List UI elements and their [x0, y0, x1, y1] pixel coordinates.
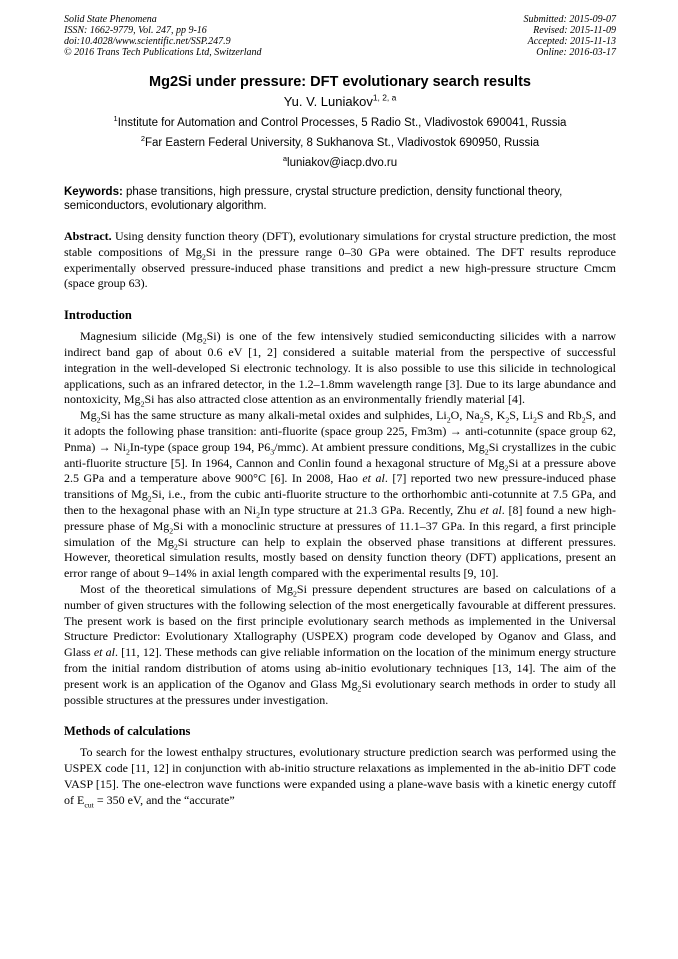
author-line	[64, 94, 616, 109]
author-name: Yu. V. Luniakov	[283, 94, 373, 109]
methods-paragraph-1: To search for the lowest enthalpy structures, evolutionary structure prediction search was performed using the USPEX code [11, 12] in conjunction with ab-initio structure relaxations as implemented in the ab-initio DFT code VASP [15]. The one-electron wave functions were expanded using a plane-wave basis with a kinetic energy cutoff of $E_{cut} = 350$ eV, and the “accurate”	[64, 745, 616, 810]
intro-paragraph-3: Most of the theoretical simulations of $Mg_2Si$ pressure dependent structures are based on calculations of a number of given structures with the following selection of the most energetically favourable at different pressures. The present work is based on the first principle evolutionary search methods as implemented in the Universal Structure Predictor: Evolutionary Xtallography (USPEX) program code developed by Oganov and Glass, and Glass et al. [11, 12]. These methods can give reliable information on the location of the minimum energy structure from the initial random distribution of atoms using ab-initio evolutionary techniques [13, 14]. The aim of the present work is an application of the Oganov and Glass $Mg_2Si$ evolutionary search methods in order to study all possible structures at the pressures under investigation.	[64, 581, 617, 707]
journal-info	[64, 14, 262, 58]
journal-copyright: © 2016 Trans Tech Publications Ltd, Switzerland	[64, 47, 262, 58]
intro-paragraph-2: $Mg_2Si$ has the same structure as many alkali-metal oxides and sulphides, $Li_2O$, $Na_2S$, $K_2S$, $Li_2S$ and $Rb_2S$, and it adopts the following phase transition: anti-fluorite (space group 225, Fm3m) → anti-cotunnite (space group 62, Pnma) → $Ni_2In$-type (space group 194, $P6_3/mmc$). At ambient pressure conditions, $Mg_2Si$ crystallizes in the cubic anti-fluorite structure [5]. In 1964, Cannon and Conlin found a hexagonal structure of $Mg_2Si$ at a pressure above 2.5 GPa and a temperature above 900°C [6]. In 2008, Hao et al. [7] reported two new pressure-induced phase transitions of $Mg_2Si$, i.e., from the cubic anti-fluorite structure to the orthorhombic anti-cotunnite at 7.5 GPa, and then to the hexagonal phase with an $Ni_2In$ type structure at 21.3 GPa. Recently, Zhu et al. [8] found a new high-pressure phase of $Mg_2Si$ with a monoclinic structure at pressures of 11.1–37 GPa. In this regard, a first principle simulation of the $Mg_2Si$ structure can help to explain the observed phase transitions at different pressures. However, theoretical simulation results, mostly based on density function theory (DFT) applications, present an error range of about 9–14% in axial length compared with the experimental results [9, 10].	[64, 408, 617, 581]
paper-title: Mg2Si under pressure: DFT evolutionary search results	[149, 74, 531, 90]
paper-page	[64, 14, 616, 809]
author-superscript: 1, 2, a	[372, 92, 397, 103]
keywords-text: phase transitions, high pressure, crystal structure prediction, density functional theory, semiconductors, evolutionary algorithm.	[64, 186, 563, 212]
date-online: Online: 2016-03-17	[536, 47, 616, 58]
section-heading-introduction: Introduction	[64, 308, 132, 323]
date-revised: Revised: 2015-11-09	[533, 25, 616, 36]
journal-header	[64, 14, 616, 58]
affiliation-1: $^1$Institute for Automation and Control Processes, 5 Radio St., Vladivostok 690041, Russia	[113, 114, 567, 129]
date-accepted: Accepted: 2015-11-13	[527, 36, 616, 47]
date-submitted: Submitted: 2015-09-07	[523, 14, 616, 25]
journal-issn: ISSN: 1662-9779, Vol. 247, pp 9-16	[64, 25, 207, 36]
intro-paragraph-1: Magnesium silicide $(Mg_2Si)$ is one of the few intensively studied semiconducting silicides with a narrow indirect band gap of about 0.6 eV [1, 2] considered a suitable material from the perspective of successful integration in the well-developed Si electronic technology. It is also possible to use this silicide in technological applications, such as an infrared detector, in the 1.2–1.8mm wavelength range [3]. Due to its large abundance and nontoxicity, $Mg_2Si$ has also attracted close attention as an environmentally friendly material [4].	[64, 329, 617, 409]
author-email: $^a$luniakov@iacp.dvo.ru	[282, 154, 398, 169]
journal-name: Solid State Phenomena	[64, 14, 157, 25]
section-heading-methods: Methods of calculations	[64, 724, 191, 739]
keywords	[64, 185, 616, 213]
journal-doi: doi:10.4028/www.scientific.net/SSP.247.9	[64, 36, 231, 47]
abstract: Abstract. Using density function theory (DFT), evolutionary simulations for crystal structure prediction, the most stable compositions of $Mg_2Si$ in the pressure range 0–30 GPa were obtained. The DFT results reproduce experimentally observed pressure-induced phase transitions and predict a new high-pressure structure Cmcm (space group 63).	[64, 229, 616, 291]
abstract-label: Abstract.	[64, 229, 112, 243]
keywords-label: Keywords:	[64, 186, 123, 198]
affiliation-2: $^2$Far Eastern Federal University, 8 Sukhanova St., Vladivostok 690950, Russia	[140, 134, 540, 149]
publication-dates	[524, 14, 617, 58]
